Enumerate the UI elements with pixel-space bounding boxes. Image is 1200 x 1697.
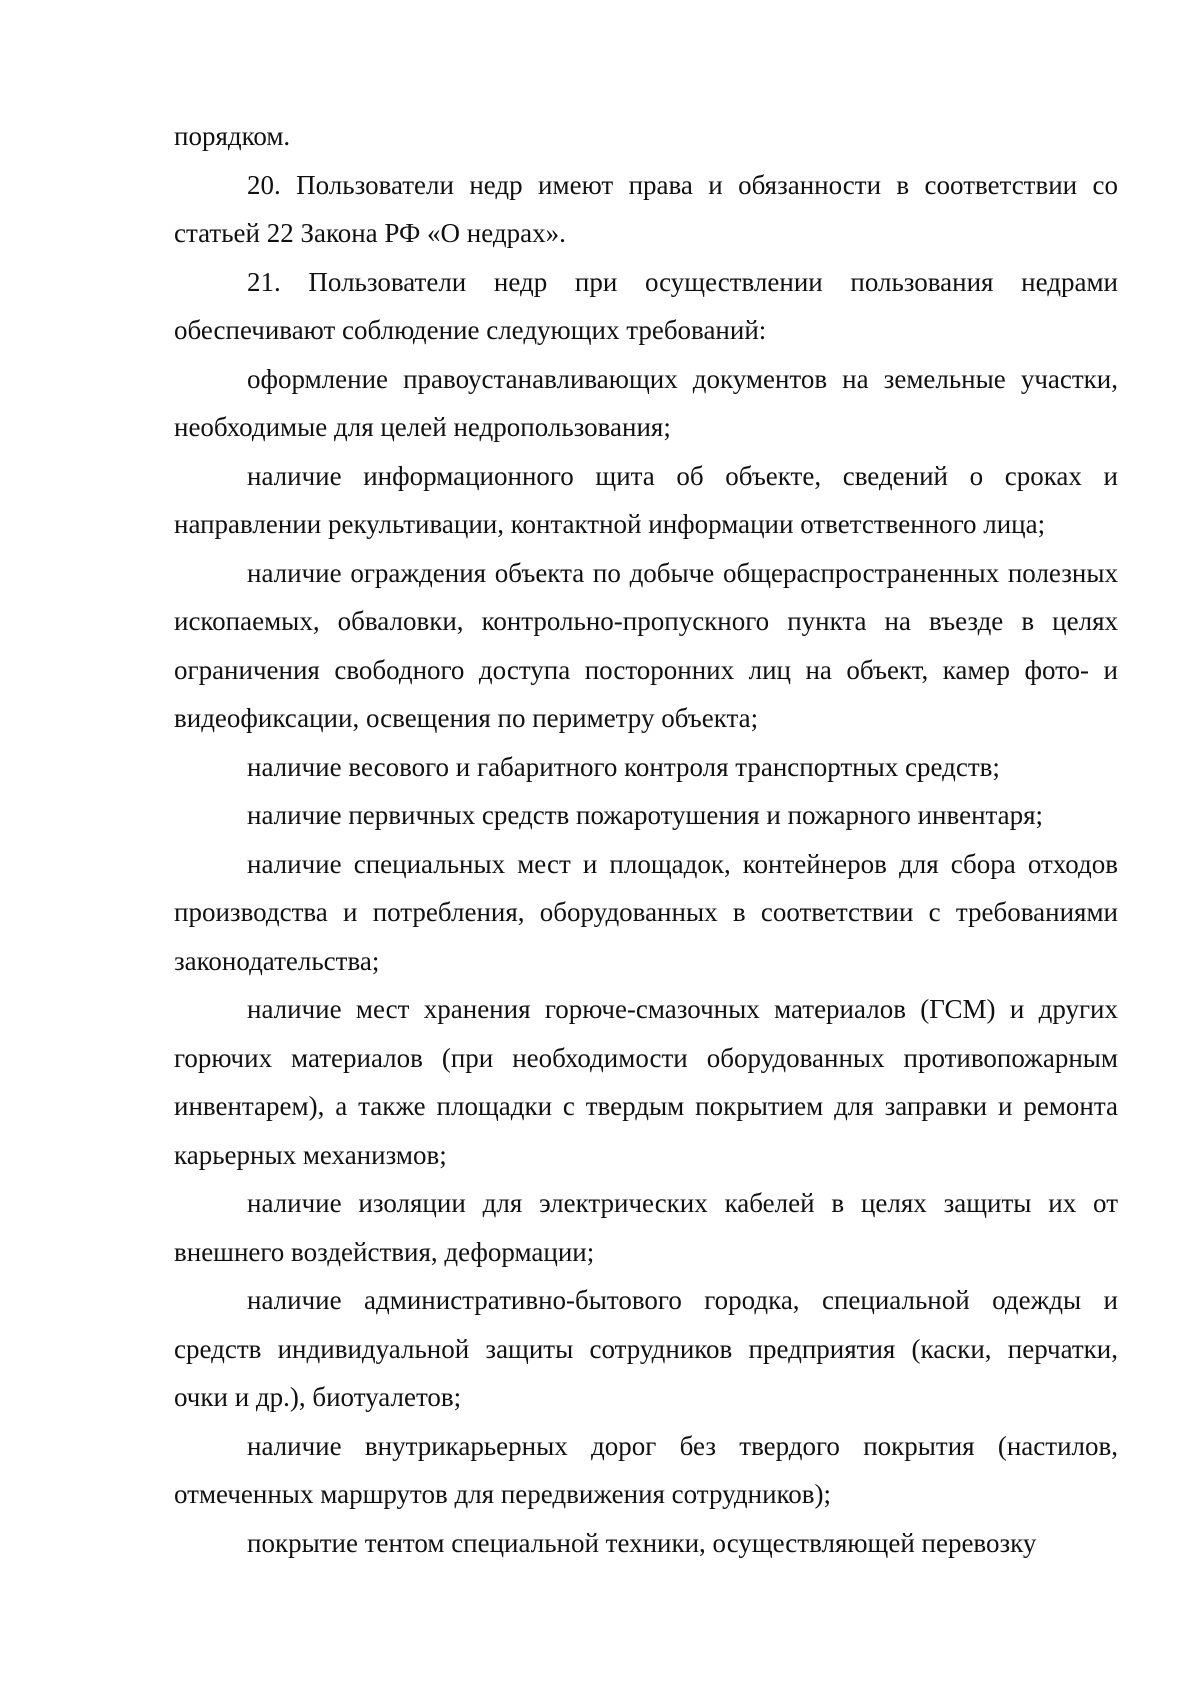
requirement-cable-insulation: наличие изоляции для электрических кабелей в целях защиты их от внешнего воздействия, деформации; [174, 1188, 1118, 1267]
requirement-fire-equipment: наличие первичных средств пожаротушения и пожарного инвентаря; [247, 800, 1044, 830]
document-body [174, 112, 1118, 1567]
requirement-internal-roads: наличие внутрикарьерных дорог без твердого покрытия (настилов, отмеченных маршрутов для передвижения сотрудников); [174, 1430, 1118, 1509]
requirement-waste-containers: наличие специальных мест и площадок, контейнеров для сбора отходов производства и потребления, оборудованных в соответствии с требованиями законодательства; [174, 848, 1118, 976]
requirement-vehicle-covering: покрытие тентом специальной техники, осуществляющей перевозку [247, 1527, 1037, 1558]
paragraph-item-20: 20. Пользователи недр имеют права и обязанности в соответствии со статьей 22 Закона РФ «О недрах». [174, 169, 1118, 248]
requirement-weight-control: наличие весового и габаритного контроля транспортных средств; [247, 751, 1000, 782]
paragraph-continuation: порядком. [174, 121, 291, 151]
requirement-info-board: наличие информационного щита об объекте, сведений о сроках и направлении рекультивации, контактной информации ответственного лица; [174, 460, 1118, 539]
paragraph-item-21: 21. Пользователи недр при осуществлении пользования недрами обеспечивают соблюдение следующих требований: [174, 266, 1118, 345]
requirement-fencing: наличие ограждения объекта по добыче общераспространенных полезных ископаемых, обваловки, контрольно-пропускного пункта на въезде в целях ограничения свободного доступа посторонних лиц на объект, камер фото- и видеофиксации, освещения по периметру объекта; [174, 557, 1118, 733]
requirement-staff-facilities: наличие административно-бытового городка, специальной одежды и средств индивидуальной защиты сотрудников предприятия (каски, перчатки, очки и др.), биотуалетов; [174, 1285, 1118, 1412]
requirement-land-documents: оформление правоустанавливающих документов на земельные участки, необходимые для целей недропользования; [174, 363, 1118, 442]
requirement-fuel-storage: наличие мест хранения горюче-смазочных материалов (ГСМ) и других горючих материалов (при необходимости оборудованных противопожарным инвентарем), а также площадки с твердым покрытием для заправки и ремонта карьерных механизмов; [174, 994, 1118, 1170]
